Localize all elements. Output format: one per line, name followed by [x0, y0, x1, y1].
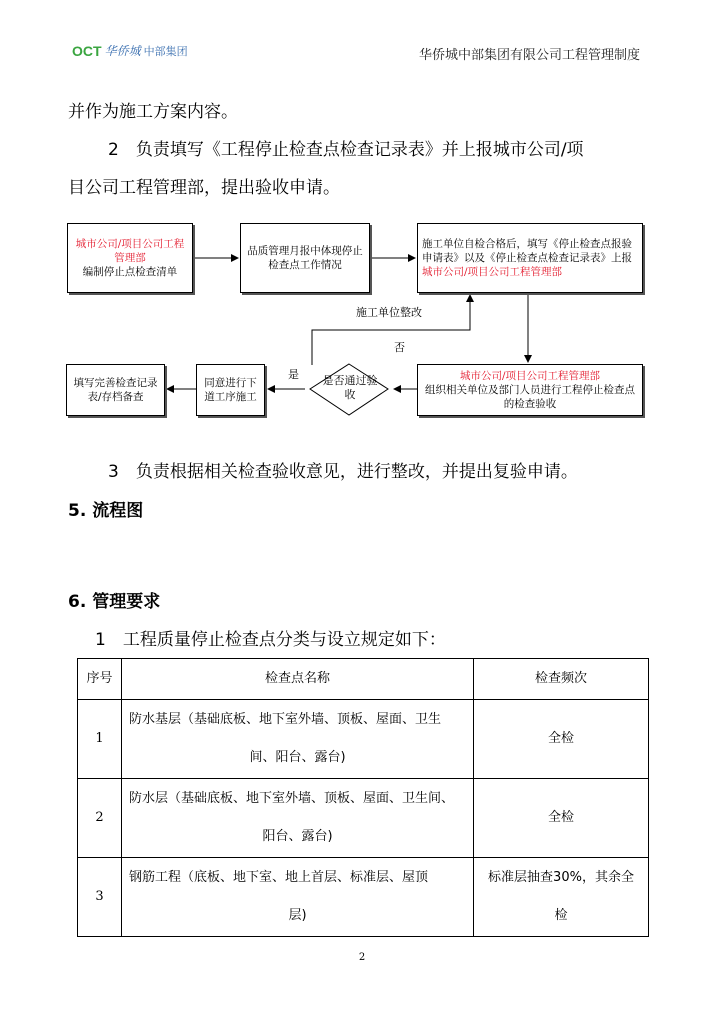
text: 钢筋工程（底板、地下室、地上首层、标准层、屋顶 [129, 870, 429, 885]
cell-name [122, 779, 474, 858]
cell-no: 3 [78, 858, 122, 937]
cell-freq [474, 858, 649, 937]
box-text: 城市公司/项目公司工程管理部 [459, 370, 601, 382]
paragraph: 1 工程质量停止检查点分类与设立规定如下： [95, 630, 446, 650]
logo-text: OCT [72, 42, 102, 59]
text: 防水层（基础底板、地下室外墙、顶板、屋面、卫生间、 [129, 791, 455, 806]
box-text: 品质管理月报中体现停止检查点工作情况 [247, 245, 363, 271]
label-yes: 是 [288, 368, 299, 381]
table-row [78, 779, 649, 858]
cell-freq: 全检 [474, 779, 649, 858]
box-text: 施工单位自检合格后，填写《停止检查点报验申请表》以及《停止检查点检查记录表》上报 [422, 238, 632, 264]
paragraph: 2 负责填写《工程停止检查点检查记录表》并上报城市公司/项 [108, 140, 584, 160]
logo-sub: 中部集团 [143, 44, 188, 58]
checkpoint-table [77, 658, 649, 937]
header-cell: 检查点名称 [122, 659, 474, 700]
flow-box-4 [417, 364, 643, 416]
flow-box-1 [67, 223, 193, 293]
cell-no: 1 [78, 700, 122, 779]
flow-box-5 [196, 364, 265, 416]
section-heading: 6. 管理要求 [68, 592, 161, 612]
box-text: 组织相关单位及部门人员进行工程停止检查点的检查验收 [425, 384, 635, 410]
table-row [78, 700, 649, 779]
paragraph: 目公司工程管理部，提出验收申请。 [68, 178, 340, 198]
header-title: 华侨城中部集团有限公司工程管理制度 [418, 48, 640, 63]
section-heading: 5. 流程图 [68, 501, 144, 521]
cell-name [122, 700, 474, 779]
box-text: 城市公司/项目公司工程管理部 [422, 266, 563, 278]
table-header [78, 659, 649, 700]
paragraph: 并作为施工方案内容。 [68, 102, 238, 122]
text: 阳台、露台) [262, 829, 333, 844]
text: 防水基层（基础底板、地下室外墙、顶板、屋面、卫生 [129, 712, 442, 727]
flow-box-3 [417, 223, 643, 293]
paragraph: 3 负责根据相关检查验收意见，进行整改，并提出复验申请。 [108, 462, 578, 482]
decision-text: 是否通过验收 [322, 374, 378, 401]
box-text: 填写完善检查记录表/存档备查 [73, 377, 158, 403]
cell-name [122, 858, 474, 937]
box-text: 城市公司/项目公司工程管理部 [75, 238, 185, 264]
text: 层) [288, 908, 307, 923]
text: 间、阳台、露台) [249, 750, 346, 765]
logo-cn: 华侨城 [104, 44, 141, 58]
header-cell: 序号 [78, 659, 122, 700]
cell-no: 2 [78, 779, 122, 858]
box-text: 编制停止点检查清单 [82, 266, 178, 278]
flow-box-6 [66, 364, 165, 416]
header-cell: 检查频次 [474, 659, 649, 700]
flow-box-2 [240, 223, 370, 293]
table-row [78, 858, 649, 937]
label-no: 否 [394, 341, 405, 354]
text: 检 [554, 908, 568, 923]
text: 标准层抽查30%，其余全 [488, 870, 634, 885]
box-text: 同意进行下道工序施工 [204, 377, 257, 403]
label-rectify: 施工单位整改 [356, 306, 422, 319]
page-number: 2 [358, 952, 366, 963]
cell-freq: 全检 [474, 700, 649, 779]
